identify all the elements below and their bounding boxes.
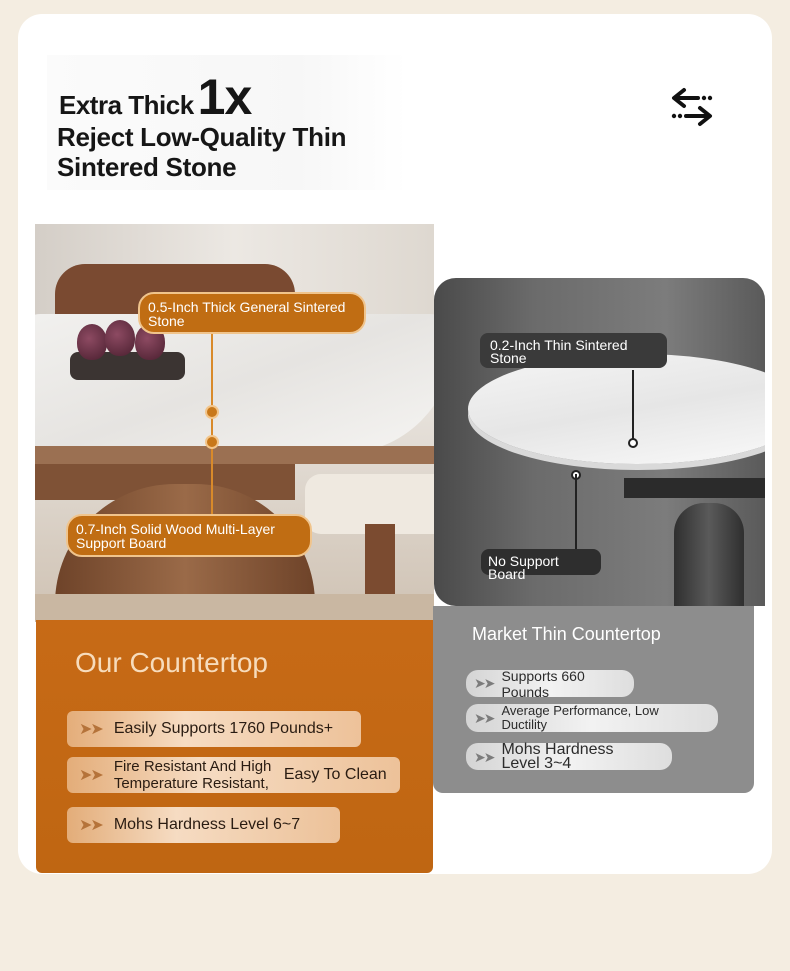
feature-text: Average Performance, Low Ductility: [501, 703, 659, 732]
feature-text: Easily Supports 1760 Pounds+: [113, 720, 334, 737]
callout-no-support: No Support Board: [481, 549, 601, 575]
callout-dot: [205, 405, 219, 419]
feature-text-extra: Easy To Clean: [283, 766, 387, 783]
feature-item: [466, 667, 634, 700]
callout-dot: [628, 438, 638, 448]
feature-text: Fire Resistant And High Temperature Resistant,: [113, 758, 272, 792]
headline-extra-thick: Extra Thick: [59, 90, 194, 120]
feature-item: [67, 807, 340, 843]
double-chevron-icon: ➤➤: [79, 721, 102, 738]
feature-text: Mohs Hardness Level 6~7: [113, 816, 301, 833]
headline: [59, 69, 252, 125]
our-countertop-title: Our Countertop: [75, 647, 268, 678]
callout-line: [211, 334, 213, 514]
double-chevron-icon: ➤➤: [474, 675, 494, 691]
feature-item: [67, 757, 400, 793]
double-chevron-icon: ➤➤: [79, 767, 102, 784]
our-table-photo: [35, 224, 434, 622]
double-chevron-icon: ➤➤: [474, 748, 494, 765]
callout-line: [632, 370, 634, 442]
feature-text: Supports 660 Pounds: [501, 667, 585, 700]
callout-support-board: 0.7-Inch Solid Wood Multi-Layer Support Board: [66, 514, 312, 557]
swap-arrows-icon: [670, 86, 714, 128]
double-chevron-icon: ➤➤: [474, 710, 494, 726]
callout-thin-stone: 0.2-Inch Thin Sintered Stone: [480, 333, 667, 368]
callout-dot: [205, 435, 219, 449]
market-countertop-title: Market Thin Countertop: [472, 624, 661, 644]
feature-item: [466, 704, 718, 732]
callout-thick-stone: 0.5-Inch Thick General Sintered Stone: [138, 292, 366, 334]
headline-subtitle: Reject Low-Quality Thin Sintered Stone: [57, 122, 347, 182]
feature-text: Mohs Hardness Level 3~4: [501, 740, 614, 772]
double-chevron-icon: ➤➤: [79, 817, 102, 834]
feature-item: [67, 711, 361, 747]
feature-item: [466, 740, 672, 772]
headline-multiplier: 1x: [197, 69, 252, 125]
